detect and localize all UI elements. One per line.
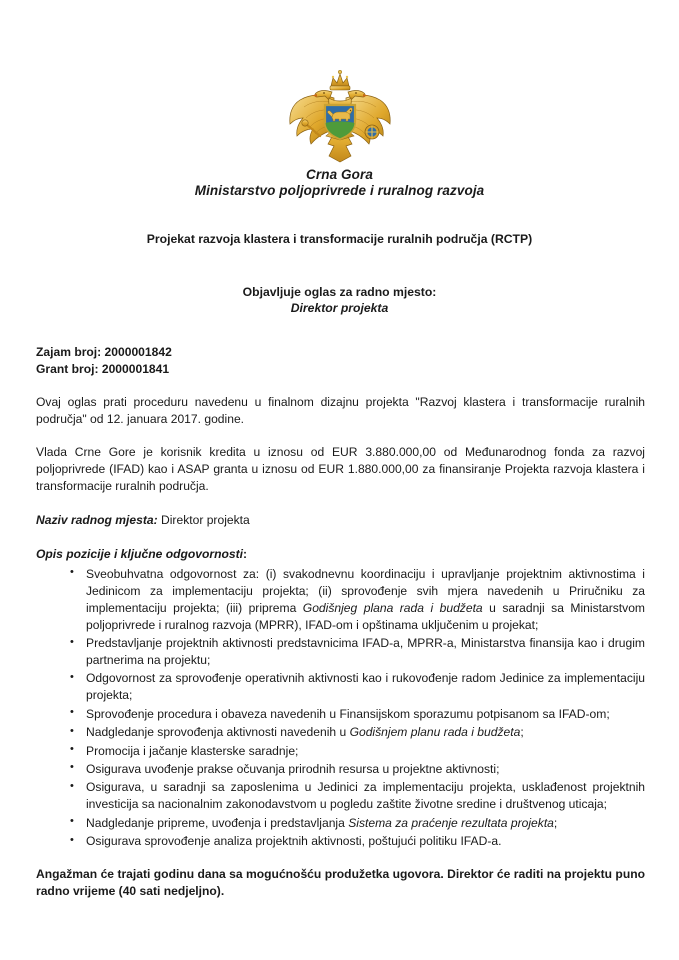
duty-item	[70, 833, 645, 850]
duty-text: Sveobuhvatna odgovornost za: (i) svakodnevnu koordinaciju i upravljanje projektnim aktivnostima i Jedinicom za implementaciju projekta; (ii) sprovođenje svih mjera navedenih u Priručniku za implementaciju projekta; (iii) priprema	[86, 566, 645, 615]
job-title-value: Direktor projekta	[161, 512, 250, 527]
duty-text: u saradnji sa Ministarstvom poljoprivrede i ruralnog razvoja (MPRR), IFAD-om i opštinama uključenim u projekat;	[86, 600, 645, 632]
duty-text: Osigurava, u saradnji sa zaposlenima u Jedinici za implementaciju projekta, usklađenost projektnih investicija sa nacionalnim zakonodavstvom u pogledu zaštite životne sredine i društvenog uticaja;	[86, 780, 645, 812]
duties-heading-colon: :	[242, 546, 247, 561]
duty-item	[70, 743, 645, 760]
job-title-label: Naziv radnog mjesta:	[36, 512, 158, 527]
duties-heading-text: Opis pozicije i ključne odgovornosti	[36, 546, 243, 561]
closing-paragraph: Angažman će trajati godinu dana sa mogućnošću produžetka ugovora. Direktor će raditi na projektu puno radno vrijeme (40 sati nedjeljno).	[36, 867, 645, 898]
duty-item	[70, 706, 645, 723]
duty-emphasis: Sistema za praćenje rezultata projekta	[348, 815, 554, 830]
duty-text: Odgovornost za sprovođenje operativnih aktivnosti kao i rukovođenje radom Jedinice za implementaciju projekta;	[86, 671, 645, 703]
duty-text: Nadgledanje sprovođenja aktivnosti navedenih u	[86, 725, 350, 740]
funding-paragraph: Vlada Crne Gore je korisnik kredita u iznosu od EUR 3.880.000,00 od Međunarodnog fonda za razvoj poljoprivrede (IFAD) kao i ASAP granta u iznosu od EUR 1.880.000,00 za finansiranje Projekta razvoja klastera i transformacije ruralnih područja.	[36, 445, 645, 494]
duty-item	[70, 724, 645, 741]
duties-list	[36, 566, 645, 850]
duty-item	[70, 779, 645, 813]
duty-text: Promocija i jačanje klasterske saradnje;	[86, 743, 299, 758]
duty-text: ;	[520, 725, 524, 740]
job-title-row	[36, 512, 645, 529]
project-title: Projekat razvoja klastera i transformacije ruralnih područja (RCTP)	[146, 232, 533, 246]
duty-item	[70, 566, 645, 634]
document-body	[36, 344, 645, 912]
procedure-paragraph: Ovaj oglas prati proceduru navedenu u finalnom dizajnu projekta "Razvoj klastera i transformacije ruralnih područja" od 12. januara 2017. godine.	[36, 395, 645, 427]
duty-text: Osigurava uvođenje prakse očuvanja prirodnih resursa u projektne aktivnosti;	[86, 761, 500, 776]
duties-heading	[36, 546, 645, 563]
duty-item	[70, 815, 645, 832]
loan-number: Zajam broj: 2000001842	[36, 345, 172, 359]
duty-item	[70, 761, 645, 778]
duty-item	[70, 635, 645, 669]
duty-text: Sprovođenje procedura i obaveza navedenih u Finansijskom sporazumu potpisanom sa IFAD-om;	[86, 706, 610, 721]
ministry-name: Ministarstvo poljoprivrede i ruralnog razvoja	[194, 183, 485, 198]
country-name: Crna Gora	[306, 167, 373, 182]
duty-text: Predstavljanje projektnih aktivnosti predstavnicima IFAD-a, MPRR-a, Ministarstva finansija kao i drugim partnerima na projektu;	[86, 636, 645, 667]
announcement-line: Objavljuje oglas za radno mjesto:	[242, 285, 437, 299]
reference-numbers	[36, 344, 645, 377]
position-title: Direktor projekta	[290, 301, 389, 315]
duty-item	[70, 670, 645, 704]
emblem-container	[0, 62, 679, 169]
grant-number: Grant broj: 2000001841	[36, 361, 170, 376]
duty-emphasis: Godišnjeg plana rada i budžeta	[302, 600, 483, 615]
duty-text: Osigurava sprovođenje analiza projektnih aktivnosti, poštujući politiku IFAD-a.	[86, 834, 502, 849]
duty-text: ;	[553, 815, 558, 830]
coat-of-arms-of-montenegro-icon	[284, 62, 396, 164]
duty-emphasis: Godišnjem planu rada i budžeta	[349, 725, 521, 740]
duty-text: Nadgledanje pripreme, uvođenja i predstavljanja	[86, 815, 349, 830]
